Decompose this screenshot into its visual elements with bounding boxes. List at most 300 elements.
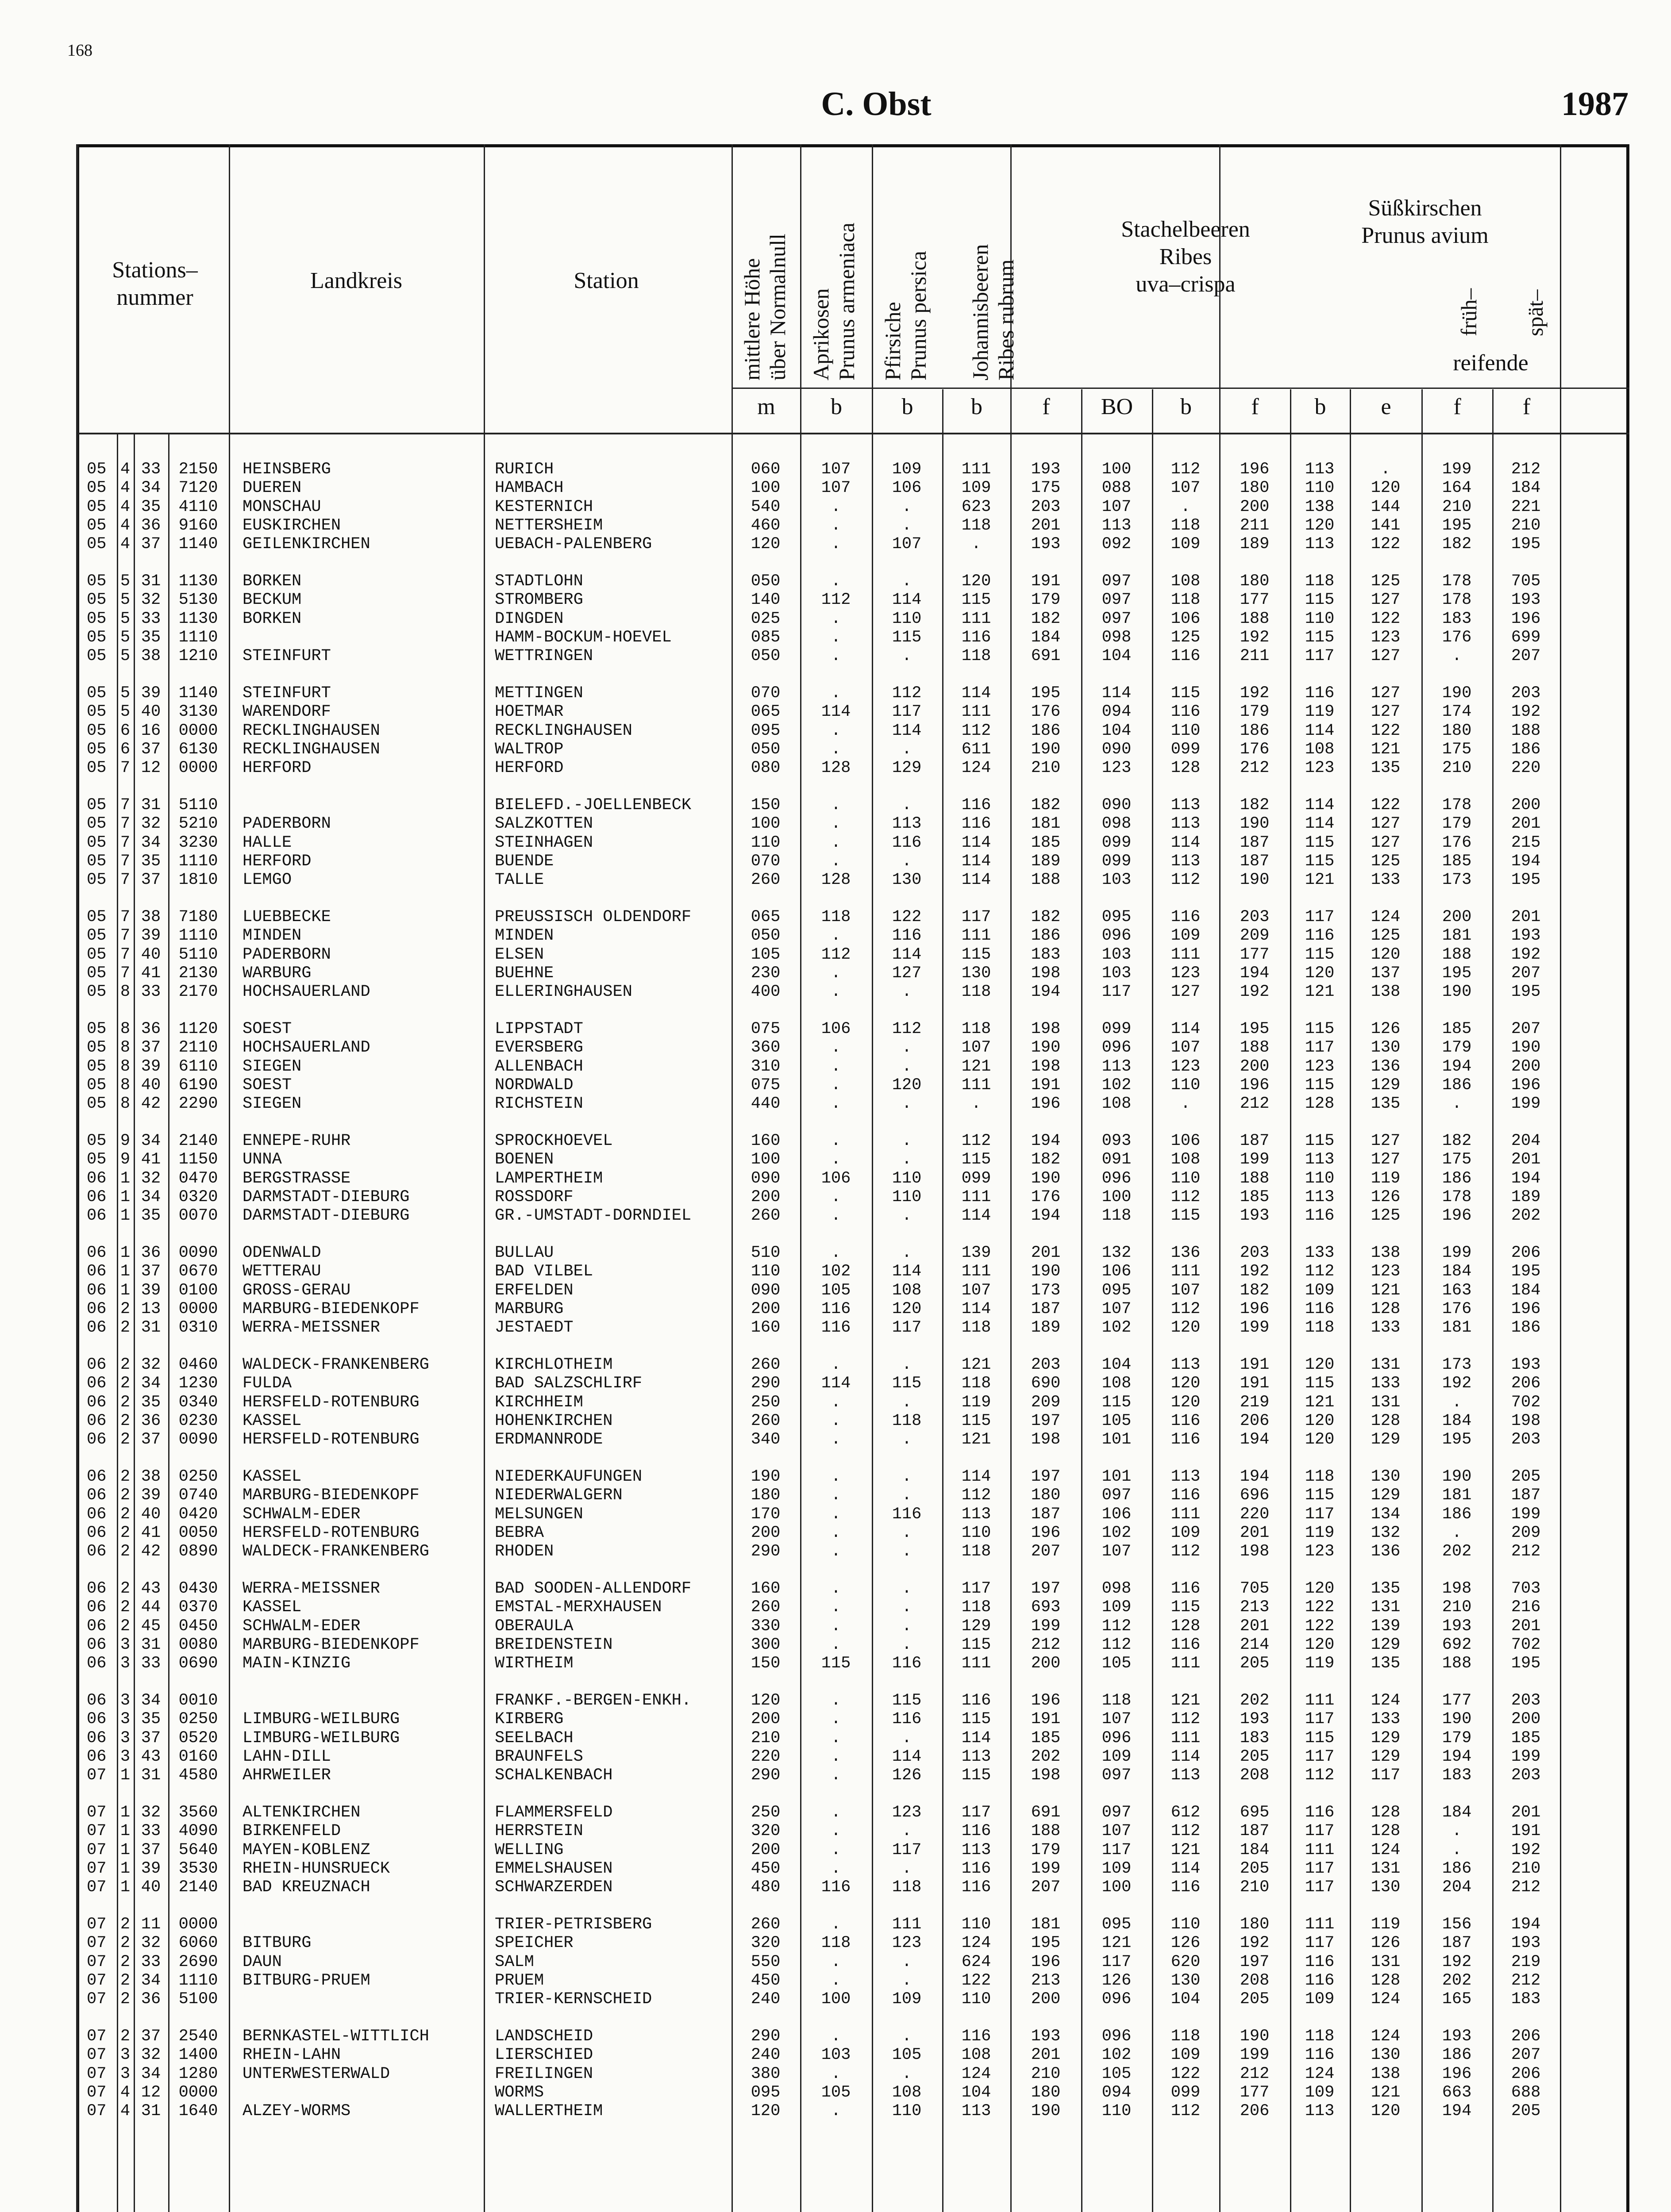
table-cell: 111 (1170, 1262, 1201, 1281)
table-cell: 176 (1442, 833, 1472, 852)
table-cell: . (831, 740, 841, 759)
table-cell: 085 (751, 628, 781, 647)
header-line: Ribes rubrum (993, 259, 1018, 380)
table-cell: 112 (1101, 1617, 1132, 1636)
table-cell: 177 (1240, 945, 1270, 964)
table-cell: . (831, 647, 841, 666)
table-cell: 114 (961, 833, 991, 852)
table-cell: . (901, 2027, 912, 2046)
table-cell: 203 (1511, 1691, 1541, 1710)
table-cell: 113 (1305, 460, 1335, 479)
table-cell: 125 (1371, 926, 1401, 945)
table-cell: 0690 (178, 1654, 218, 1673)
table-cell: 203 (1031, 1356, 1061, 1374)
table-cell: 1120 (178, 1020, 218, 1038)
table-cell: 2 (120, 1393, 131, 1412)
table-cell: 131 (1371, 1598, 1401, 1617)
table-cell: 111 (961, 703, 991, 722)
table-cell: 4 (120, 2102, 131, 2121)
table-cell: 111 (961, 1262, 991, 1281)
table-cell: EMSTAL-MERXHAUSEN (495, 1598, 662, 1617)
table-cell: 180 (1031, 2083, 1061, 2102)
table-cell: 209 (1031, 1393, 1061, 1412)
table-cell: 114 (821, 703, 851, 722)
table-cell: 0670 (178, 1262, 218, 1281)
unit-cell: f (1251, 394, 1259, 419)
table-cell: 109 (892, 460, 922, 479)
table-cell: 186 (1442, 1505, 1472, 1524)
table-cell: 207 (1031, 1878, 1061, 1897)
table-cell: . (831, 1132, 841, 1150)
table-cell: 118 (1101, 1206, 1132, 1225)
header-bottom-rule (76, 433, 1629, 434)
table-cell: 0000 (178, 1299, 218, 1318)
table-cell: 119 (1305, 703, 1335, 722)
table-cell: BECKUM (243, 591, 302, 610)
table-cell: 213 (1031, 1971, 1061, 1990)
table-cell: 096 (1101, 1038, 1132, 1057)
table-cell: 624 (961, 1952, 991, 1971)
table-cell: 109 (961, 479, 991, 498)
table-cell: BAD KREUZNACH (243, 1878, 370, 1897)
table-cell: 07 (87, 1859, 107, 1878)
table-cell: 192 (1442, 1952, 1472, 1971)
table-cell: 136 (1371, 1057, 1401, 1076)
table-cell: 115 (1170, 684, 1201, 703)
table-cell: 07 (87, 1934, 107, 1953)
table-cell: 186 (1442, 2046, 1472, 2065)
table-cell: 184 (1511, 1281, 1541, 1300)
table-cell: 7 (120, 759, 131, 778)
table-cell: 06 (87, 1598, 107, 1617)
table-cell: 2 (120, 1598, 131, 1617)
col-sep (1081, 389, 1082, 2212)
table-cell: 111 (1305, 1691, 1335, 1710)
table-cell: 116 (961, 1822, 991, 1841)
table-cell: 117 (892, 1840, 922, 1859)
table-cell: 185 (1442, 852, 1472, 871)
table-cell: 107 (1101, 1542, 1132, 1561)
table-cell: 106 (1170, 609, 1201, 628)
header-line: Aprikosen (809, 288, 833, 380)
unit-cell: b (831, 394, 842, 419)
col-sep (1219, 144, 1221, 2212)
table-cell: 5640 (178, 1840, 218, 1859)
table-cell: 097 (1101, 1486, 1132, 1505)
table-cell: 208 (1240, 1971, 1270, 1990)
table-cell: 212 (1240, 759, 1270, 778)
header-stations-nummer (89, 257, 221, 311)
table-cell: 5 (120, 628, 131, 647)
table-cell: 181 (1031, 814, 1061, 833)
table-cell: 0250 (178, 1710, 218, 1729)
table-cell: . (831, 852, 841, 871)
table-cell: 112 (1170, 460, 1201, 479)
table-cell: . (831, 1691, 841, 1710)
table-cell: 12 (141, 759, 161, 778)
table-cell: . (831, 1094, 841, 1114)
table-cell: 102 (821, 1262, 851, 1281)
table-cell: 06 (87, 1523, 107, 1542)
table-cell: 112 (892, 684, 922, 703)
table-cell: 2 (120, 1505, 131, 1524)
table-cell: 110 (1170, 1169, 1201, 1188)
table-cell: 05 (87, 479, 107, 498)
table-cell: 138 (1305, 497, 1335, 516)
table-cell: 43 (141, 1579, 161, 1598)
table-cell: 380 (751, 2064, 781, 2083)
table-cell: 702 (1511, 1393, 1541, 1412)
table-cell: KIRBERG (495, 1710, 564, 1729)
table-cell: 120 (892, 1075, 922, 1094)
table-cell: 0740 (178, 1486, 218, 1505)
table-cell: MAYEN-KOBLENZ (243, 1840, 370, 1859)
unit-cell: f (1042, 394, 1050, 419)
table-cell: 06 (87, 1318, 107, 1337)
table-cell: 9160 (178, 516, 218, 535)
table-cell: . (1452, 1822, 1462, 1841)
table-cell: 103 (1101, 964, 1132, 983)
table-cell: NIEDERWALGERN (495, 1486, 623, 1505)
table-cell: 114 (1170, 1747, 1201, 1766)
table-cell: 699 (1511, 628, 1541, 647)
table-cell: 175 (1442, 740, 1472, 759)
table-cell: WETTERAU (243, 1262, 321, 1281)
table-cell: 40 (141, 1075, 161, 1094)
table-cell: 115 (961, 1635, 991, 1654)
table-cell: 094 (1101, 2083, 1132, 2102)
table-cell: 703 (1511, 1579, 1541, 1598)
table-cell: 118 (1101, 1691, 1132, 1710)
table-cell: 126 (1371, 1020, 1401, 1038)
table-cell: 075 (751, 1020, 781, 1038)
table-cell: 116 (892, 926, 922, 945)
table-cell: 176 (1031, 703, 1061, 722)
table-cell: 37 (141, 1840, 161, 1859)
table-cell: 120 (1305, 1635, 1335, 1654)
table-cell: 116 (961, 2027, 991, 2046)
table-cell: 120 (1305, 1411, 1335, 1430)
unit-cell: b (1180, 394, 1192, 419)
table-cell: 190 (1442, 1710, 1472, 1729)
table-cell: 106 (1101, 1262, 1132, 1281)
table-cell: 110 (1101, 2102, 1132, 2121)
table-cell: STEINHAGEN (495, 833, 593, 852)
table-cell: 178 (1442, 572, 1472, 591)
table-cell: 176 (1031, 1187, 1061, 1206)
table-cell: . (901, 1038, 912, 1057)
table-cell: 118 (961, 1542, 991, 1561)
table-cell: 201 (1511, 1617, 1541, 1636)
header-line: über Normalnull (765, 234, 790, 380)
header-station: Station (574, 268, 639, 293)
header-line: nummer (116, 285, 193, 310)
table-cell: 177 (1240, 2083, 1270, 2102)
table-cell: 099 (961, 1169, 991, 1188)
table-cell: 37 (141, 2027, 161, 2046)
table-cell: 116 (1170, 1579, 1201, 1598)
section-title: C. Obst (821, 85, 932, 123)
header-line: Johannisbeeren (968, 244, 993, 380)
table-cell: 1400 (178, 2046, 218, 2065)
table-cell: DUEREN (243, 479, 302, 498)
table-cell: 199 (1511, 1094, 1541, 1114)
table-cell: HALLE (243, 833, 292, 852)
table-cell: 510 (751, 1244, 781, 1262)
table-cell: . (831, 1803, 841, 1822)
table-cell: 1 (120, 1803, 131, 1822)
table-cell: 185 (1240, 1187, 1270, 1206)
table-cell: . (831, 2102, 841, 2121)
table-cell: 113 (1101, 1057, 1132, 1076)
table-cell: 125 (1371, 1206, 1401, 1225)
table-cell: 220 (1240, 1505, 1270, 1524)
table-cell: 096 (1101, 2027, 1132, 2046)
table-cell: 37 (141, 1038, 161, 1057)
table-cell: 108 (1101, 1374, 1132, 1393)
table-cell: 300 (751, 1635, 781, 1654)
table-cell: 108 (1170, 1150, 1201, 1169)
table-cell: 116 (1305, 926, 1335, 945)
table-cell: 060 (751, 460, 781, 479)
table-cell: 185 (1031, 833, 1061, 852)
table-cell: 124 (1371, 908, 1401, 926)
table-cell: 130 (892, 871, 922, 890)
table-cell: 290 (751, 1374, 781, 1393)
table-cell: DINGDEN (495, 609, 564, 628)
table-cell: 200 (751, 1187, 781, 1206)
table-cell: 120 (751, 535, 781, 554)
header-line: Prunus avium (1361, 223, 1489, 248)
table-cell: 118 (961, 1374, 991, 1393)
table-cell: 195 (1511, 871, 1541, 890)
table-cell: 109 (1101, 1859, 1132, 1878)
table-cell: 07 (87, 1840, 107, 1859)
table-cell: 4 (120, 460, 131, 479)
table-cell: 07 (87, 1952, 107, 1971)
table-cell: 1 (120, 1840, 131, 1859)
table-cell: 115 (1305, 1020, 1335, 1038)
table-cell: FREILINGEN (495, 2064, 593, 2083)
table-cell: 090 (1101, 740, 1132, 759)
table-cell: 096 (1101, 1728, 1132, 1747)
table-cell: . (971, 1094, 982, 1114)
table-cell: 550 (751, 1952, 781, 1971)
col-sep (872, 144, 873, 2212)
table-cell: 194 (1031, 1132, 1061, 1150)
table-cell: 128 (821, 759, 851, 778)
table-cell: 1 (120, 1822, 131, 1841)
table-cell: 240 (751, 1990, 781, 2009)
table-cell: 199 (1511, 1505, 1541, 1524)
table-cell: 118 (821, 908, 851, 926)
table-cell: 201 (1511, 1150, 1541, 1169)
table-cell: ROSSDORF (495, 1187, 574, 1206)
table-cell: 07 (87, 2102, 107, 2121)
table-cell: 115 (1170, 1206, 1201, 1225)
header-pfirsiche (880, 251, 931, 380)
table-cell: FLAMMERSFELD (495, 1803, 613, 1822)
table-cell: 115 (961, 1766, 991, 1785)
table-cell: . (901, 1094, 912, 1114)
table-cell: 182 (1031, 796, 1061, 814)
table-cell: 2 (120, 1467, 131, 1486)
table-cell: 45 (141, 1617, 161, 1636)
table-cell: 111 (961, 1654, 991, 1673)
table-cell: 6060 (178, 1934, 218, 1953)
table-cell: 5 (120, 591, 131, 610)
unit-cell: m (757, 394, 775, 419)
table-cell: 06 (87, 1393, 107, 1412)
table-cell: PREUSSISCH OLDENDORF (495, 908, 692, 926)
table-cell: 139 (1371, 1617, 1401, 1636)
table-cell: 200 (1511, 1057, 1541, 1076)
table-cell: EVERSBERG (495, 1038, 583, 1057)
table-cell: TALLE (495, 871, 544, 890)
table-cell: 210 (751, 1728, 781, 1747)
table-cell: 38 (141, 908, 161, 926)
table-cell: 34 (141, 1374, 161, 1393)
table-cell: 097 (1101, 1766, 1132, 1785)
table-cell: . (901, 1822, 912, 1841)
table-cell: 207 (1511, 2046, 1541, 2065)
table-cell: 06 (87, 1654, 107, 1673)
table-cell: 130 (961, 964, 991, 983)
table-cell: ERDMANNRODE (495, 1430, 603, 1449)
year-label: 1987 (1561, 85, 1629, 123)
col-sep (229, 144, 230, 2212)
table-cell: 196 (1031, 1523, 1061, 1542)
table-cell: 103 (1101, 945, 1132, 964)
table-cell: 096 (1101, 1169, 1132, 1188)
table-cell: ALTENKIRCHEN (243, 1803, 361, 1822)
table-cell: 39 (141, 1859, 161, 1878)
table-cell: 123 (892, 1934, 922, 1953)
table-cell: 118 (961, 516, 991, 535)
table-cell: 4 (120, 516, 131, 535)
table-cell: . (831, 1542, 841, 1561)
table-cell: . (901, 1356, 912, 1374)
table-cell: BORKEN (243, 609, 302, 628)
table-cell: 115 (961, 591, 991, 610)
table-cell: 121 (961, 1057, 991, 1076)
table-cell: 107 (1101, 1822, 1132, 1841)
table-cell: 117 (892, 703, 922, 722)
table-cell: 0090 (178, 1244, 218, 1262)
table-cell: 121 (1371, 740, 1401, 759)
table-cell: . (901, 983, 912, 1002)
table-cell: 128 (821, 871, 851, 890)
table-cell: 119 (1371, 1915, 1401, 1934)
table-cell: . (1180, 1094, 1191, 1114)
table-cell: . (1452, 1393, 1462, 1412)
table-cell: 122 (892, 908, 922, 926)
table-cell: 104 (1101, 647, 1132, 666)
table-cell: 135 (1371, 1094, 1401, 1114)
table-cell: 192 (1240, 983, 1270, 1002)
table-cell: . (901, 572, 912, 591)
table-cell: 191 (1240, 1356, 1270, 1374)
table-cell: 123 (1170, 1057, 1201, 1076)
table-left-border (76, 144, 78, 2212)
table-cell: MINDEN (495, 926, 554, 945)
table-cell: 193 (1511, 591, 1541, 610)
table-cell: 5 (120, 703, 131, 722)
table-cell: 202 (1511, 1206, 1541, 1225)
table-cell: 2 (120, 1299, 131, 1318)
table-cell: 12 (141, 2083, 161, 2102)
table-cell: 126 (1371, 1934, 1401, 1953)
table-cell: 5 (120, 647, 131, 666)
table-cell: 113 (961, 1840, 991, 1859)
table-cell: SPEICHER (495, 1934, 574, 1953)
table-cell: 212 (1511, 1542, 1541, 1561)
table-cell: 137 (1371, 964, 1401, 983)
table-cell: 0460 (178, 1356, 218, 1374)
table-cell: 105 (821, 1281, 851, 1300)
table-cell: 200 (1031, 1990, 1061, 2009)
table-cell: 116 (1305, 1803, 1335, 1822)
table-cell: RECKLINGHAUSEN (243, 721, 380, 740)
table-cell: 120 (1305, 516, 1335, 535)
table-cell: 180 (1031, 1486, 1061, 1505)
table-cell: 6190 (178, 1075, 218, 1094)
table-cell: 05 (87, 871, 107, 890)
col-sep (1421, 389, 1423, 2212)
table-cell: 173 (1442, 871, 1472, 890)
table-cell: . (901, 2064, 912, 2083)
table-cell: 200 (1442, 908, 1472, 926)
table-cell: 110 (751, 833, 781, 852)
table-cell: 108 (1305, 740, 1335, 759)
table-cell: . (901, 1635, 912, 1654)
table-cell: BAD SOODEN-ALLENDORF (495, 1579, 692, 1598)
table-cell: . (831, 1971, 841, 1990)
table-cell: 116 (1170, 1486, 1201, 1505)
table-cell: 1 (120, 1262, 131, 1281)
table-cell: 35 (141, 1206, 161, 1225)
table-cell: 31 (141, 1766, 161, 1785)
table-cell: 06 (87, 1169, 107, 1188)
table-cell: 100 (821, 1990, 851, 2009)
table-cell: 129 (892, 759, 922, 778)
table-cell: 141 (1371, 516, 1401, 535)
table-cell: 205 (1240, 1654, 1270, 1673)
table-cell: 178 (1442, 796, 1472, 814)
table-cell: 118 (1305, 1318, 1335, 1337)
table-cell: 140 (751, 591, 781, 610)
table-cell: 219 (1511, 1952, 1541, 1971)
table-cell: 06 (87, 1747, 107, 1766)
table-cell: 129 (1371, 1728, 1401, 1747)
table-cell: 0370 (178, 1598, 218, 1617)
table-cell: 112 (961, 1132, 991, 1150)
table-cell: 38 (141, 1467, 161, 1486)
table-cell: 190 (1031, 1038, 1061, 1057)
table-cell: 198 (1031, 1766, 1061, 1785)
table-cell: 108 (1101, 1094, 1132, 1114)
table-cell: 219 (1240, 1393, 1270, 1412)
table-cell: 07 (87, 1822, 107, 1841)
table-cell: 114 (961, 1728, 991, 1747)
table-cell: . (901, 1859, 912, 1878)
table-cell: 150 (751, 796, 781, 814)
table-cell: 201 (1511, 814, 1541, 833)
table-cell: 117 (961, 1803, 991, 1822)
table-cell: 176 (1442, 628, 1472, 647)
table-cell: 05 (87, 684, 107, 703)
table-cell: 105 (1101, 2064, 1132, 2083)
